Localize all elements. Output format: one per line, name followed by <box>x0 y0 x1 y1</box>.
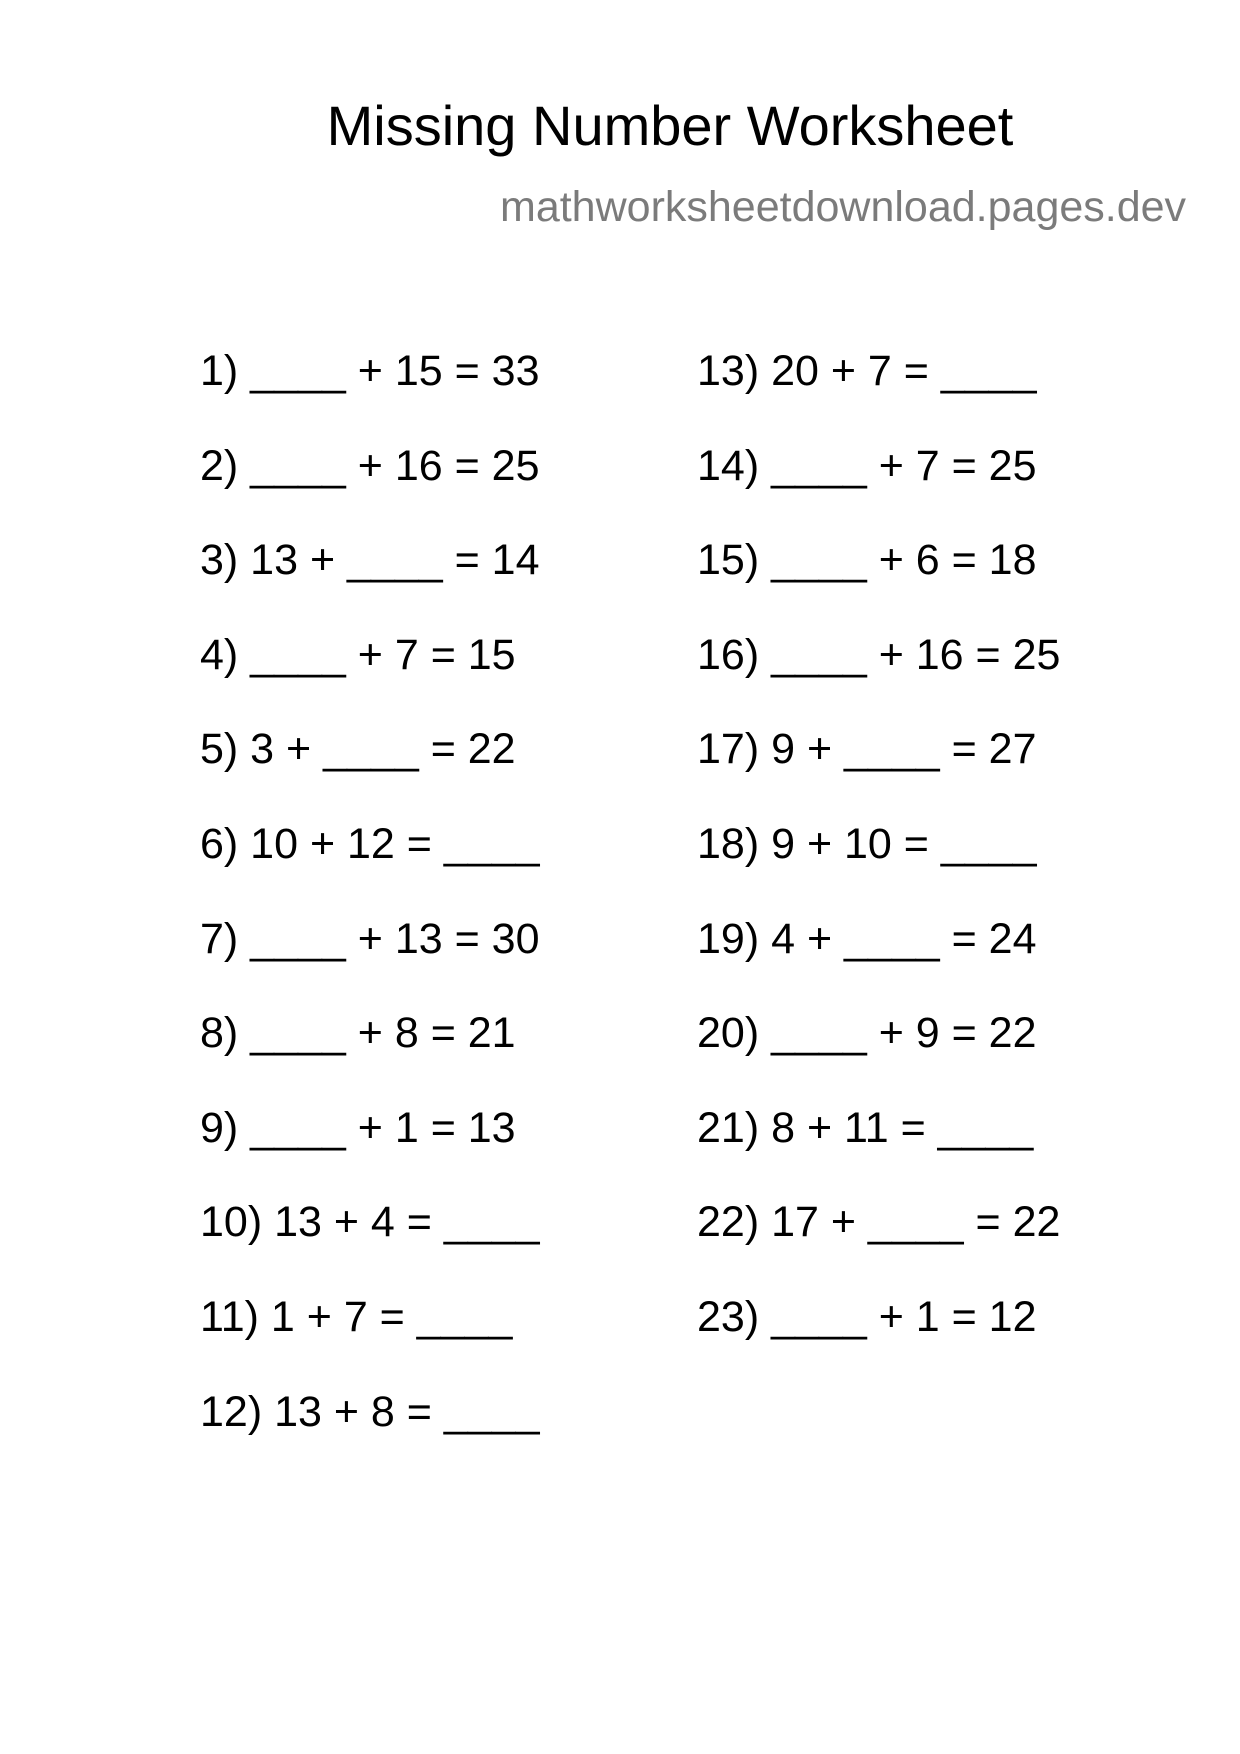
problem-23: 23) ____ + 1 = 12 <box>697 1292 1037 1341</box>
problem-11: 11) 1 + 7 = ____ <box>200 1292 513 1341</box>
problem-7: 7) ____ + 13 = 30 <box>200 914 540 963</box>
problem-12: 12) 13 + 8 = ____ <box>200 1387 540 1436</box>
problem-8: 8) ____ + 8 = 21 <box>200 1009 516 1058</box>
problem-13: 13) 20 + 7 = ____ <box>697 347 1037 395</box>
problem-column-left <box>200 347 540 1485</box>
problem-1: 1) ____ + 15 = 33 <box>200 347 540 395</box>
problem-5: 5) 3 + ____ = 22 <box>200 725 516 774</box>
problem-18: 18) 9 + 10 = ____ <box>697 819 1037 868</box>
problem-17: 17) 9 + ____ = 27 <box>697 725 1037 774</box>
page-title: Missing Number Worksheet <box>326 94 1014 157</box>
problem-6: 6) 10 + 12 = ____ <box>200 819 540 868</box>
problem-14: 14) ____ + 7 = 25 <box>697 441 1037 490</box>
problem-4: 4) ____ + 7 = 15 <box>200 630 516 679</box>
site-url: mathworksheetdownload.pages.dev <box>500 183 1187 231</box>
problem-19: 19) 4 + ____ = 24 <box>697 914 1037 963</box>
problem-9: 9) ____ + 1 = 13 <box>200 1103 516 1152</box>
problem-3: 3) 13 + ____ = 14 <box>200 536 540 585</box>
problem-22: 22) 17 + ____ = 22 <box>697 1198 1061 1247</box>
problem-column-right <box>697 347 1061 1391</box>
problem-15: 15) ____ + 6 = 18 <box>697 536 1037 585</box>
problem-10: 10) 13 + 4 = ____ <box>200 1198 540 1247</box>
problem-2: 2) ____ + 16 = 25 <box>200 441 540 490</box>
problem-16: 16) ____ + 16 = 25 <box>697 630 1061 679</box>
problem-21: 21) 8 + 11 = ____ <box>697 1103 1034 1152</box>
problem-20: 20) ____ + 9 = 22 <box>697 1009 1037 1058</box>
